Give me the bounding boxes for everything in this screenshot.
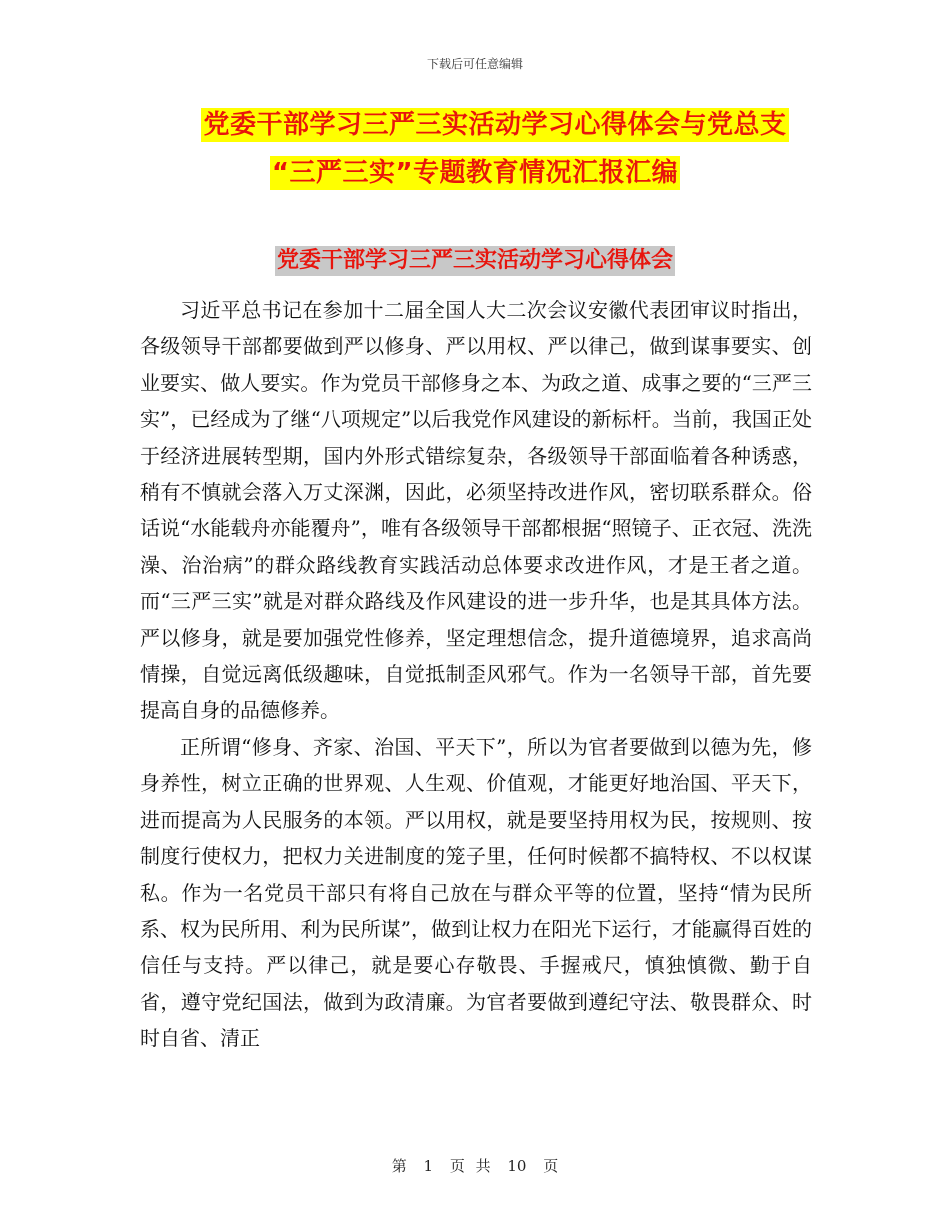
page-number: 1 [423,1157,434,1175]
title-line-2: “三严三实”专题教育情况汇报汇编 [271,158,679,188]
document-title [0,108,950,204]
title-line-1: 党委干部学习三严三实活动学习心得体会与党总支 [203,110,787,140]
title-row-2 [0,156,950,204]
page-label-suffix: 页 [543,1157,559,1175]
paragraph: 正所谓“修身、齐家、治国、平天下”，所以为官者要做到以德为先，修身养性，树立正确的世界观、人生观、价值观，才能更好地治国、平天下，进而提高为人民服务的本领。严以用权，就是要坚持用权为民，按规则、按制度行使权力，把权力关进制度的笼子里，任何时候都不搞特权、不以权谋私。作为一名党员干部只有将自己放在与群众平等的位置，坚持“情为民所系、权为民所用、利为民所谋”，做到让权力在阳光下运行，才能赢得百姓的信任与支持。严以律己，就是要心存敬畏、手握戒尺，慎独慎微、勤于自省，遵守党纪国法，做到为政清廉。为官者要做到遵纪守法、敬畏群众、时时自省、清正 [140,734,812,1051]
header-note: 下载后可任意编辑 [426,57,523,71]
page-footer [0,1155,950,1176]
page-label-middle: 页 共 [449,1157,491,1175]
page-label-prefix: 第 [391,1157,407,1175]
document-body [140,292,812,1057]
total-pages: 10 [507,1157,527,1175]
section-title-block [0,246,950,276]
title-row-1 [0,108,950,156]
section-title: 党委干部学习三严三实活动学习心得体会 [275,246,675,276]
paragraph: 习近平总书记在参加十二届全国人大二次会议安徽代表团审议时指出，各级领导干部都要做到严以修身、严以用权、严以律己，做到谋事要实、创业要实、做人要实。作为党员干部修身之本、为政之道、成事之要的“三严三实”，已经成为了继“八项规定”以后我党作风建设的新标杆。当前，我国正处于经济进展转型期，国内外形式错综复杂，各级领导干部面临着各种诱惑，稍有不慎就会落入万丈深渊，因此，必须坚持改进作风，密切联系群众。俗话说“水能载舟亦能覆舟”，唯有各级领导干部都根据“照镜子、正衣冠、洗洗澡、治治病”的群众路线教育实践活动总体要求改进作风，才是王者之道。而“三严三实”就是对群众路线及作风建设的进一步升华，也是其具体方法。严以修身，就是要加强党性修养，坚定理想信念，提升道德境界，追求高尚情操，自觉远离低级趣味，自觉抵制歪风邪气。作为一名领导干部，首先要提高自身的品德修养。 [140,298,812,723]
